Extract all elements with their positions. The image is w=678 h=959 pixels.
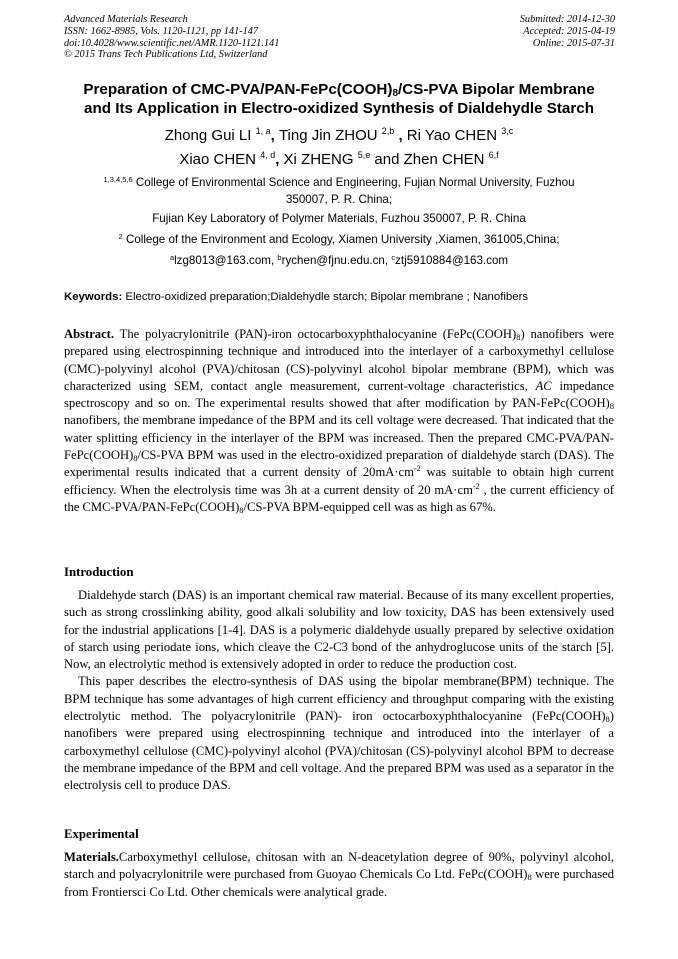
email-address[interactable]: lzg8013@163.com [174,254,271,267]
author-name: Xi ZHENG [283,151,354,168]
author-separator: , [275,151,284,168]
author-name: Ting Jin ZHOU [278,127,378,144]
subscript: 8 [527,872,532,883]
title-line-2: and Its Application in Electro-oxidized Synthesis of Dialdehydle Starch [84,100,594,117]
intro-text: ) nanofibers were prepared using electrospinning technique and introduced into the interlayer of a carboxymethyl cellulose (CMC)-polyvinyl alcohol (PVA)/chitosan (CS)-polyvinyl alcohol BPM to decrease the membrane impedance of the BPM and cell voltage. And the prepared BPM was used as a separator in the electrolysis cell to produce DAS. [64,709,614,793]
affiliation-2: Fujian Key Laboratory of Polymer Materials, Fuzhou 350007, P. R. China [152,212,526,225]
affiliation-3 [52,231,626,248]
materials-text: were purchased from Frontiersci Co Ltd. Other chemicals were analytical grade. [64,867,614,899]
email-address[interactable]: rychen@fjnu.edu.cn [281,254,385,267]
author-separator: and [370,151,404,168]
introduction-heading: Introduction [64,565,134,579]
author-separator: , [270,127,279,144]
email-separator: , [384,254,392,267]
abstract-text: , the current efficiency of the CMC-PVA/PAN-FePc(COOH) [64,482,614,514]
introduction-body [64,587,614,795]
subscript: 8 [239,504,244,515]
keywords-label: Keywords: [64,291,123,303]
author-affil-mark: 3,c [501,126,514,136]
author-affil-mark: 2,b [381,126,395,136]
abstract-text: was suitable to obtain high current efficiency. When the electrolysis time was 3h at a current density of 20 mA·cm [64,465,614,497]
superscript: -2 [413,464,421,474]
keywords-text: Electro-oxidized preparation;Dialdehydle starch; Bipolar membrane ; Nanofibers [122,291,529,303]
author-emails [52,252,626,269]
author-affil-mark: 4, d [260,150,276,160]
abstract-label: Abstract. [64,327,115,341]
paper-title [40,80,638,118]
title-text: /CS-PVA Bipolar Membrane [398,81,595,98]
journal-name: Advanced Materials Research [64,14,188,25]
email-address[interactable]: ztj5910884@163.com [395,254,509,267]
accepted-date: Accepted: 2015-04-19 [523,25,615,37]
abstract-text: ) nanofibers were prepared using electrospinning technique and introduced into the interlayer of a carboxymethyl cellulose (CMC)-polyvinyl alcohol (PVA)/chitosan (CS)-polyvinyl alcohol bipolar membrane (BPM), which was characterized using SEM, contact angle measurement, current-voltage characteristics, [64,327,614,393]
abstract-italic: AC [535,378,552,393]
email-mark: b [277,253,282,262]
abstract [64,326,614,516]
affil-mark: 1,3,4,5,6 [103,175,133,184]
superscript: -2 [472,481,480,491]
intro-paragraph-1: Dialdehyde starch (DAS) is an important chemical raw material. Because of its many excellent properties, such as strong crosslinking ability, good alkali solubility and low toxicity, DAS has been extensively used for the industrial applications [1-4]. DAS is a polymeric dialdehyde usually prepared by selective oxidation of starch using periodate ions, which cleave the C2-C3 bond of the anhydroglucose units of the starch [5]. Now, an electrolytic method is extensively adopted in order to reduce the production cost. [64,588,614,672]
materials-paragraph [64,849,614,901]
materials-text: Carboxymethyl cellulose, chitosan with an N-deacetylation degree of 90%, polyvinyl alcohol, starch and polyacrylonitrile were purchased from Guoyao Chemicals Co Ltd. FePc(COOH) [64,850,614,882]
abstract-text: The polyacrylonitrile (PAN)-iron octocarboxyphthalocyanine (FePc(COOH) [114,327,517,341]
journal-header [64,14,279,61]
author-affil-mark: 5,e [357,150,371,160]
author-name: Ri Yao CHEN [406,127,498,144]
author-name: Xiao CHEN [179,151,257,168]
affil-text: College of Environmental Science and Engineering, Fujian Normal University, Fuzhou [132,176,575,189]
materials-label: Materials. [64,850,119,864]
author-name: Zhong Gui LI [164,127,252,144]
email-mark: c [391,253,396,262]
issn-line: ISSN: 1662-8985, Vols. 1120-1121, pp 141-147 [64,25,259,37]
email-separator: , [270,254,278,267]
affil-text: College of the Environment and Ecology, Xiamen University ,Xiamen, 361005,China; [122,233,560,246]
abstract-text: /CS-PVA BPM-equipped cell was as high as 67%. [243,499,496,514]
intro-paragraph-2 [64,673,614,794]
affiliation-1 [52,174,626,208]
title-line-1 [40,80,638,99]
title-subscript: 8 [392,88,399,99]
author-affil-mark: 6,f [488,150,499,160]
author-line-2 [40,148,638,172]
abstract-text: impedance spectroscopy and so on. The experimental results showed that after modification by PAN-FePc(COOH) [64,378,614,411]
intro-text: This paper describes the electro-synthesis of DAS using the bipolar membrane(BPM) technique. The BPM technique has some advantages of high current efficiency and throughput comparing with the existing electrolytic method. The polyacrylonitrile (PAN)- iron octocarboxyphthalocyanine (FePc(COOH) [64,674,614,724]
experimental-heading: Experimental [64,827,139,841]
email-mark: a [169,253,175,262]
doi-line: doi:10.4028/www.scientific.net/AMR.1120-1121.141 [64,37,280,49]
affil-mark: 2 [118,232,123,241]
keywords [64,290,624,305]
subscript: 8 [605,714,610,725]
abstract-text: nanofibers, the membrane impedance of the BPM and its cell voltage were decreased. That indicated that the water splitting efficiency in the interlayer of the BPM was increased. Then the prepared CMC-PVA/PAN-FePc(COOH) [64,413,614,463]
title-text: Preparation of CMC-PVA/PAN-FePc(COOH) [83,81,393,98]
subscript: 8 [133,453,138,464]
author-name: Zhen CHEN [403,151,485,168]
author-line-1 [40,124,638,148]
online-date: Online: 2015-07-31 [532,37,615,49]
copyright-line: © 2015 Trans Tech Publications Ltd, Switzerland [64,49,268,61]
author-list [40,124,638,172]
author-affil-mark: 1, a [255,126,271,136]
submitted-date: Submitted: 2014-12-30 [519,14,615,25]
subscript: 8 [609,401,614,412]
author-separator: , [394,127,407,144]
dates-header [520,14,615,49]
subscript: 8 [516,332,521,342]
affil-text: 350007, P. R. China; [285,193,393,206]
abstract-text: /CS-PVA BPM was used in the electro-oxidized preparation of dialdehyde starch (DAS). The experimental results indicated that a current density of 20mA·cm [64,448,614,480]
